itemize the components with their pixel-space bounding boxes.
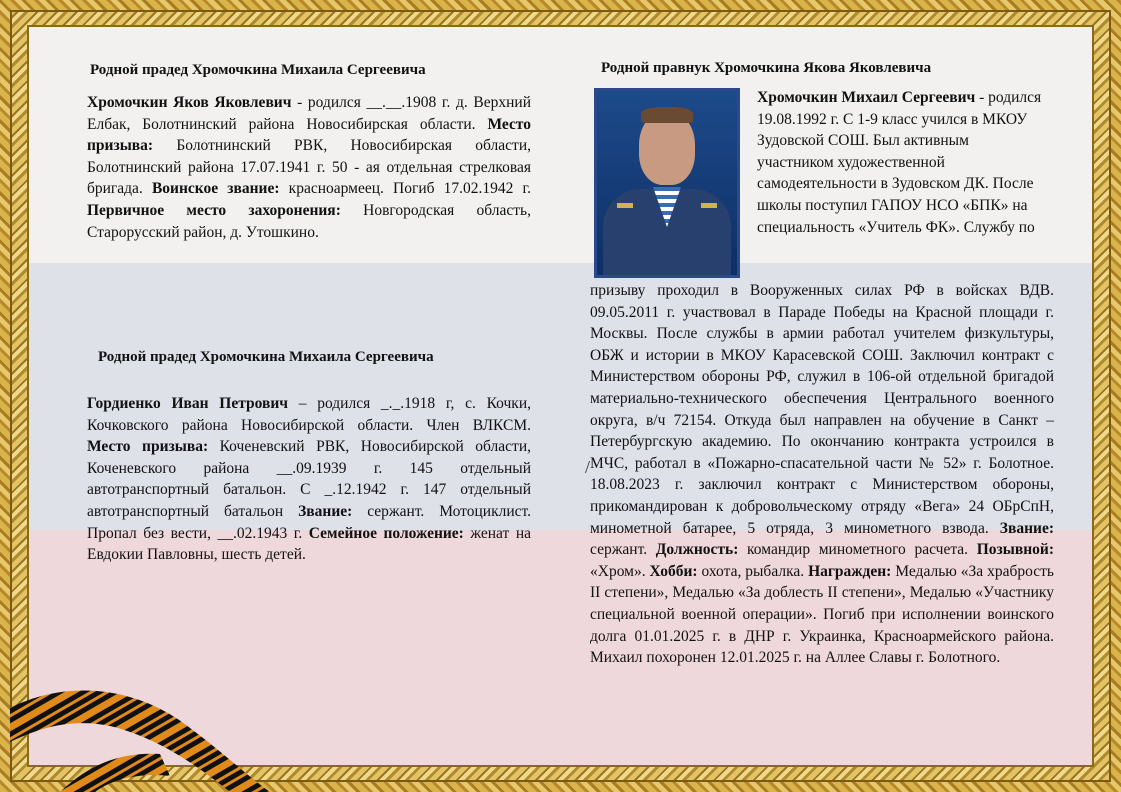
bio-3-text: командир минометного расчета. (738, 541, 977, 559)
st-george-ribbon-icon (0, 668, 280, 792)
bio-1-text: Болотнинский РВК, Новосибирская области, Болотнинский района 17.07.1941 г. 50 - ая отдельная стрелковая бригада. (87, 137, 531, 198)
bio-3-text: Медалью «За храбрость II степени», Медалью «За доблесть II степени», Медалью «Участнику специальной военной операции». Погиб при исполнении воинского долга 01.01.2025 г. в ДНР г. Украинка, Красноармейского района. Михаил похоронен 12.01.2025 г. на Аллее Славы г. Болотного. (590, 562, 1054, 667)
separator-slash: / (585, 457, 591, 477)
heading-great-grandfather-1: Родной прадед Хромочкина Михаила Сергеевича (90, 62, 426, 78)
bio-2-text: Коченевский РВК, Новосибирской области, Коченевского района __.09.1939 г. 145 отдельный автотранспортный батальон. С _.12.1942 г. 147 отдельный автотранспортный батальон (87, 438, 531, 520)
bio-2-name: Гордиенко Иван Петрович (87, 395, 289, 412)
bio-3-label-awards: Награжден: (808, 562, 892, 580)
bio-2-text: – родился _._.1918 г, с. Кочки, Кочковского района Новосибирской области. Член ВЛКСМ. (87, 395, 531, 434)
bio-3-label-position: Должность: (655, 541, 739, 559)
bio-2-label-family: Семейное положение: (308, 524, 464, 542)
heading-great-grandson: Родной правнук Хромочкина Якова Яковлевича (601, 60, 932, 76)
photo-shoulder-strap-left (617, 203, 633, 208)
bio-1-text: красноармеец. Погиб 17.02.1942 г. (279, 180, 532, 198)
bio-3-label-rank: Звание: (999, 519, 1054, 537)
soldier-portrait-photo (594, 88, 740, 278)
bio-1-label-rank: Воинское звание: (151, 180, 280, 198)
content-canvas (27, 25, 1094, 767)
bio-3-text: «Хром». (590, 562, 650, 580)
bio-2-label-rank: Звание: (298, 502, 353, 520)
bio-2-text: сержант. Мотоциклист. Пропал без вести, __.02.1943 г. (87, 502, 531, 542)
bio-3-label-callsign: Позывной: (976, 541, 1054, 559)
bio-paragraph-1 (87, 92, 531, 243)
bio-paragraph-2 (87, 393, 531, 566)
bio-2-label-draft: Место призыва: (87, 438, 209, 456)
photo-shoulder-strap-right (701, 203, 717, 208)
photo-hair (641, 107, 693, 123)
bio-3-text: призыву проходил в Вооруженных силах РФ в войсках ВДВ. 09.05.2011 г. участвовал в Параде Победы на Красной площади г. Москвы. После службы в армии работал учителем физкультуры, ОБЖ и истории в МКОУ Карасевской СОШ. Заключил контракт с Министерством обороны РФ, служил в 106-ой отдельной бригадой материально-технического обеспечения Центрального военного округа, в/ч 72154. Откуда был направлен на обучение в Санкт – Петербургскую академию. По окончанию контракта устроился в МЧС, работал в «Пожарно-спасательной части № 52» г. Болотное. 18.08.2023 г. заключил контракт с Министерством обороны, прикомандирован к добровольческому отряду «Вега» 24 ОБрСпН, минометной батарее, 5 отряда, 3 минометного взвода. (590, 282, 1054, 537)
bio-1-text: Новгородская область, Старорусский район, д. Утошкино. (87, 201, 531, 241)
bio-1-name: Хромочкин Яков Яковлевич (87, 94, 292, 111)
bio-3-label-hobby: Хобби: (649, 562, 698, 580)
bio-paragraph-3 (590, 280, 1054, 669)
heading-great-grandfather-2: Родной прадед Хромочкина Михаила Сергеевича (98, 349, 434, 365)
bio-3-text: охота, рыбалка. (697, 562, 809, 580)
bio-2-text: женат на Евдокии Павловны, шесть детей. (87, 524, 532, 564)
bio-3-text: - родился 19.08.1992 г. С 1-9 класс учился в МКОУ Зудовской СОШ. Был активным участником художественной самодеятельности в Зудовском ДК. После школы поступил ГАПОУ НСО «БПК» на специальность «Учитель ФК». Службу по (757, 89, 1042, 236)
bio-1-label-burial: Первичное место захоронения: (87, 201, 341, 219)
bio-3-text: сержант. (590, 541, 656, 559)
bio-3-name: Хромочкин Михаил Сергеевич (757, 89, 976, 106)
bio-paragraph-3-top (757, 87, 1047, 238)
bio-1-text: - родился __.__.1908 г. д. Верхний Елбак, Болотнинский района Новосибирская области. (87, 94, 531, 133)
bio-1-label-draft: Место призыва: (87, 115, 531, 155)
